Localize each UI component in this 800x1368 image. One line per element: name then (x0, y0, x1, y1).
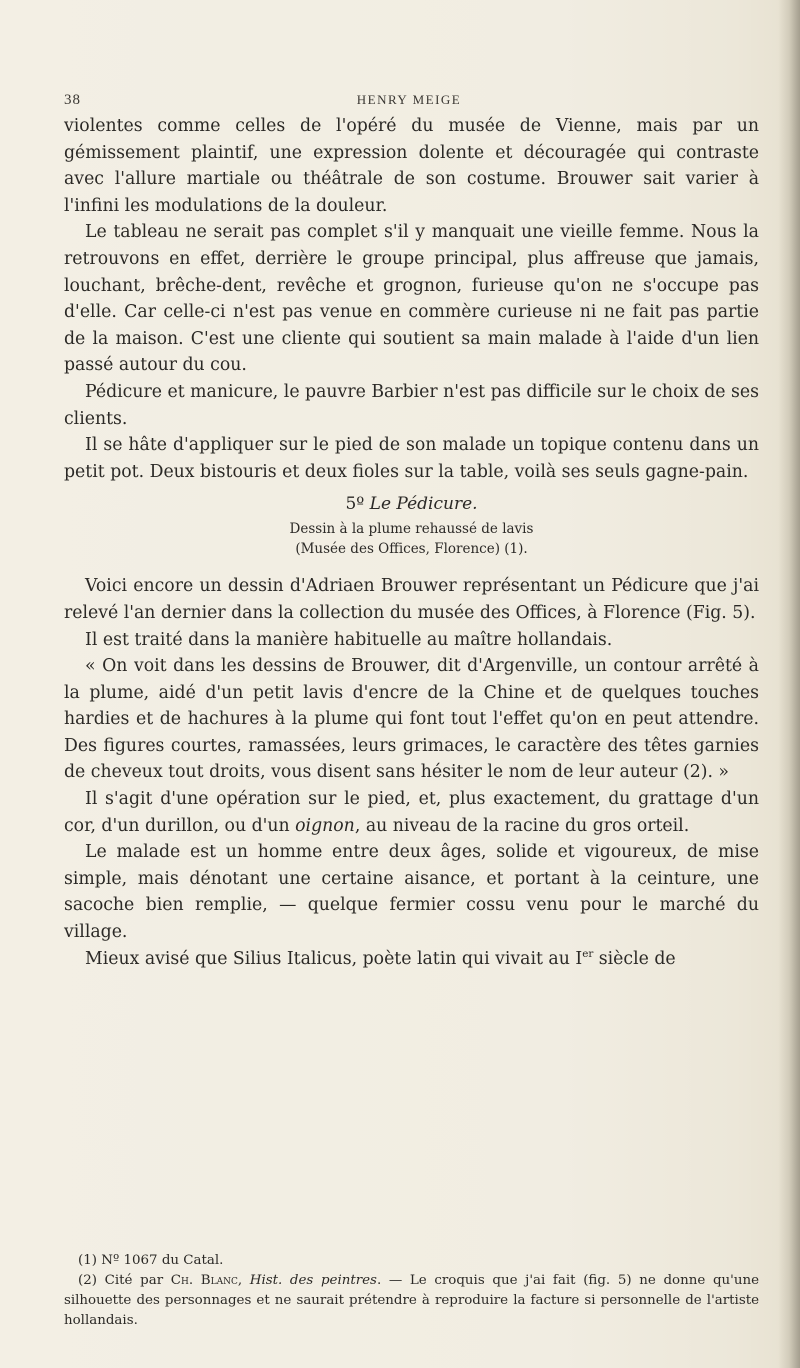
footnotes (64, 1251, 759, 1331)
paragraph: Il se hâte d'appliquer sur le pied de son malade un topique contenu dans un petit pot. Deux bistouris et deux fioles sur la table, voilà ses seuls gagne-pain. (64, 435, 759, 482)
caption-line: (Musée des Offices, Florence) (1). (295, 541, 528, 558)
caption-title-text: Le Pédicure. (369, 494, 478, 515)
text-run: , (237, 1273, 250, 1288)
text-run: siècle de (593, 948, 676, 969)
paragraph: Pédicure et manicure, le pauvre Barbier n'est pas difficile sur le choix de ses clients. (64, 381, 759, 429)
paragraph-quote: « On voit dans les dessins de Brouwer, dit d'Argenville, un contour arrêté à la plume, aidé d'un petit lavis d'encre de la Chine et de quelques touches hardies et de hachures à la plume qui font tout l'effet qu'on en peut attendre. Des figures courtes, ramassées, leurs grimaces, le caractère des têtes garnies de cheveux tout droits, vous disent sans hésiter le nom de leur auteur (2). » (64, 656, 759, 783)
paragraph (64, 946, 759, 973)
footnote-author: Ch. Blanc (170, 1273, 238, 1288)
caption-number: 5º (345, 494, 365, 515)
paragraph: violentes comme celles de l'opéré du musée de Vienne, mais par un gémissement plaintif, une expression dolente et découragée qui contraste avec l'allure martiale ou théâtrale de son costume. Brouwer sait varier à l'infini les modulations de la douleur. (64, 116, 759, 216)
text-run: Il s'agit d'une opération sur le pied, et, plus exactement, du grattage d'un cor, d'un durillon, ou d'un (64, 789, 759, 836)
running-head: HENRY MEIGE (356, 92, 462, 107)
footnote-2 (64, 1271, 759, 1331)
text-run: . — Le croquis que j'ai fait (fig. 5) ne donne qu'une silhouette des personnages et ne saurait prétendre à reproduire la facture si personnelle de l'artiste hollandais. (64, 1273, 759, 1328)
caption-title (64, 489, 759, 519)
page-number: 38 (64, 92, 81, 108)
italic-term: oignon (295, 815, 355, 836)
text-run: Mieux avisé que Silius Italicus, poète latin qui vivait au I (85, 948, 583, 969)
superscript: er (582, 947, 594, 960)
paragraph: Voici encore un dessin d'Adriaen Brouwer représentant un Pédicure que j'ai relevé l'an dernier dans la collection du musée des Offices, à Florence (Fig. 5). (64, 576, 759, 623)
page-header (64, 92, 754, 112)
page-edge-shadow (778, 0, 800, 1368)
text-run: , au niveau de la racine du gros orteil. (354, 815, 690, 836)
paragraph: Le tableau ne serait pas complet s'il y manquait une vieille femme. Nous la retrouvons en effet, derrière le groupe principal, plus affreuse que jamais, louchant, brêche-dent, revêche et grognon, furieuse qu'on ne s'occupe pas d'elle. Car celle-ci n'est pas venue en commère curieuse ni ne fait pas partie de la maison. C'est une cliente qui soutient sa main malade à l'aide d'un lien passé autour du cou. (64, 222, 759, 376)
caption-line: Dessin à la plume rehaussé de lavis (289, 521, 534, 538)
text-run: (2) Cité par (78, 1273, 171, 1288)
body-text (64, 113, 759, 972)
figure-caption (64, 489, 759, 559)
footnote-work-title: Hist. des peintres (249, 1273, 377, 1288)
paragraph (64, 786, 759, 839)
paragraph: Le malade est un homme entre deux âges, solide et vigoureux, de mise simple, mais dénotant une certaine aisance, et portant à la ceinture, une sacoche bien remplie, — quelque fermier cossu venu pour le marché du village. (64, 842, 759, 943)
footnote-1: (1) Nº 1067 du Catal. (78, 1253, 224, 1268)
paragraph: Il est traité dans la manière habituelle au maître hollandais. (85, 629, 613, 650)
